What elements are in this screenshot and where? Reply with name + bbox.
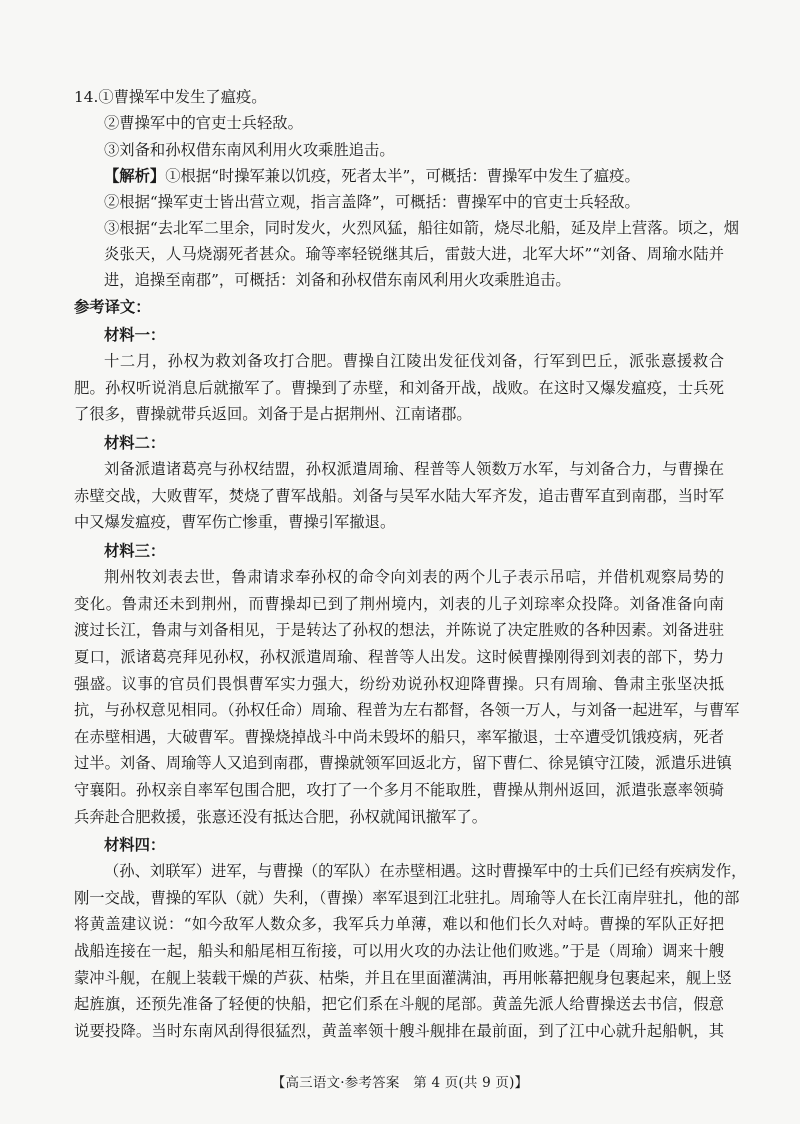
material-2-title: 材料二： (104, 434, 166, 452)
material-2-line: 赤壁交战，大败曹军，焚烧了曹军战船。刘备与吴军水陆大军齐发，追击曹军直到南郡，当时军 (74, 487, 724, 505)
analysis-line3c: 进，追操至南郡”，可概括：刘备和孙权借东南风利用火攻乘胜追击。 (104, 271, 571, 289)
material-1-line: 肥。孙权听说消息后就撤军了。曹操到了赤壁，和刘备开战，战败。在这时又爆发瘟疫，士兵死 (74, 379, 724, 397)
material-1-title: 材料一： (104, 326, 166, 344)
footer-text: 【高三语文·参考答案 第 4 页(共 9 页)】 (271, 1075, 529, 1091)
material-1-line: 了很多，曹操就带兵返回。刘备于是占据荆州、江南诸郡。 (74, 405, 472, 423)
material-4-line: 将黄盖建议说：“如今敌军人数众多，我军兵力单薄，难以和他们长久对峙。曹操的军队正好把 (74, 915, 724, 933)
material-1-line: 十二月，孙权为救刘备攻打合肥。曹操自江陵出发征伐刘备，行军到巴丘，派张憙援救合 (104, 352, 724, 370)
analysis-line1 (104, 164, 640, 188)
analysis-tag: 【解析】 (104, 167, 166, 185)
analysis-text-1: ①根据“时操军兼以饥疫，死者太半”，可概括：曹操军中发生了瘟疫。 (165, 167, 640, 185)
answer-q14-line3: ③刘备和孙权借东南风利用火攻乘胜追击。 (104, 141, 395, 159)
material-4-line: 刚一交战，曹操的军队（就）失利，（曹操）率军退到江北驻扎。周瑜等人在长江南岸驻扎，他的部 (74, 889, 740, 907)
page-footer (0, 1073, 800, 1093)
material-4-line: 说要投降。当时东南风刮得很猛烈，黄盖率领十艘斗舰排在最前面，到了江中心就升起船帆，其 (74, 1022, 724, 1040)
material-4-title: 材料四： (104, 836, 166, 854)
material-2-line: 中又爆发瘟疫，曹军伤亡惨重，曹操引军撤退。 (74, 513, 396, 531)
material-3-line: 守襄阳。孙权亲自率军包围合肥，攻打了一个多月不能取胜，曹操从荆州返回，派遣张憙率领骑 (74, 781, 724, 799)
material-3-line: 荆州牧刘表去世，鲁肃请求奉孙权的命令向刘表的两个儿子表示吊唁，并借机观察局势的 (104, 568, 724, 586)
translation-heading: 参考译文： (74, 298, 151, 316)
material-2-line: 刘备派遣诸葛亮与孙权结盟，孙权派遣周瑜、程普等人领数万水军，与刘备合力，与曹操在 (104, 460, 724, 478)
material-4-line: 蒙冲斗舰，在舰上装载干燥的芦荻、枯柴，并且在里面灌满油，再用帐幕把舰身包裹起来，舰上竖 (74, 969, 732, 987)
material-3-line: 抗，与孙权意见相同。（孙权任命）周瑜、程普为左右都督，各领一万人，与刘备一起进军，与曹军 (74, 701, 740, 719)
material-3-line: 在赤壁相遇，大破曹军。曹操烧掉战斗中尚未毁坏的船只，率军撤退，士卒遭受饥饿疫病，死者 (74, 728, 724, 746)
material-3-title: 材料三： (104, 542, 166, 560)
material-3-line: 过半。刘备、周瑜等人又追到南郡，曹操就领军回返北方，留下曹仁、徐晃镇守江陵，派遣乐进镇 (74, 754, 732, 772)
material-3-line: 渡过长江，鲁肃与刘备相见，于是转达了孙权的想法，并陈说了决定胜败的各种因素。刘备进驻 (74, 621, 724, 639)
analysis-line3a: ③根据“去北军二里余，同时发火，火烈风猛，船往如箭，烧尽北船，延及岸上营落。顷之，烟 (104, 219, 739, 237)
material-4-line: （孙、刘联军）进军，与曹操（的军队）在赤壁相遇。这时曹操军中的士兵们已经有疾病发作， (104, 862, 747, 880)
material-3-line: 兵奔赴合肥救援，张憙还没有抵达合肥，孙权就闻讯撤军了。 (74, 808, 488, 826)
material-4-line: 战船连接在一起，船头和船尾相互衔接，可以用火攻的办法让他们败逃。”于是（周瑜）调来十艘 (74, 942, 724, 960)
material-3-line: 强盛。议事的官员们畏惧曹军实力强大，纷纷劝说孙权迎降曹操。只有周瑜、鲁肃主张坚决抵 (74, 675, 724, 693)
material-3-line: 夏口，派诸葛亮拜见孙权，孙权派遣周瑜、程普等人出发。这时候曹操刚得到刘表的部下，势力 (74, 648, 724, 666)
material-4-line: 起旌旗，还预先准备了轻便的快船，把它们系在斗舰的尾部。黄盖先派人给曹操送去书信，假意 (74, 995, 724, 1013)
answer-q14-line1: 14.①曹操军中发生了瘟疫。 (74, 88, 267, 106)
material-3-line: 变化。鲁肃还未到荆州，而曹操却已到了荆州境内，刘表的儿子刘琮率众投降。刘备准备向南 (74, 595, 724, 613)
analysis-line2: ②根据“操军吏士皆出营立观，指言盖降”，可概括：曹操军中的官吏士兵轻敌。 (104, 193, 640, 211)
answer-q14-line2: ②曹操军中的官吏士兵轻敌。 (104, 114, 303, 132)
analysis-line3b: 炎张天，人马烧溺死者甚众。瑜等率轻锐继其后，雷鼓大进，北军大坏”“刘备、周瑜水陆并 (104, 245, 724, 263)
